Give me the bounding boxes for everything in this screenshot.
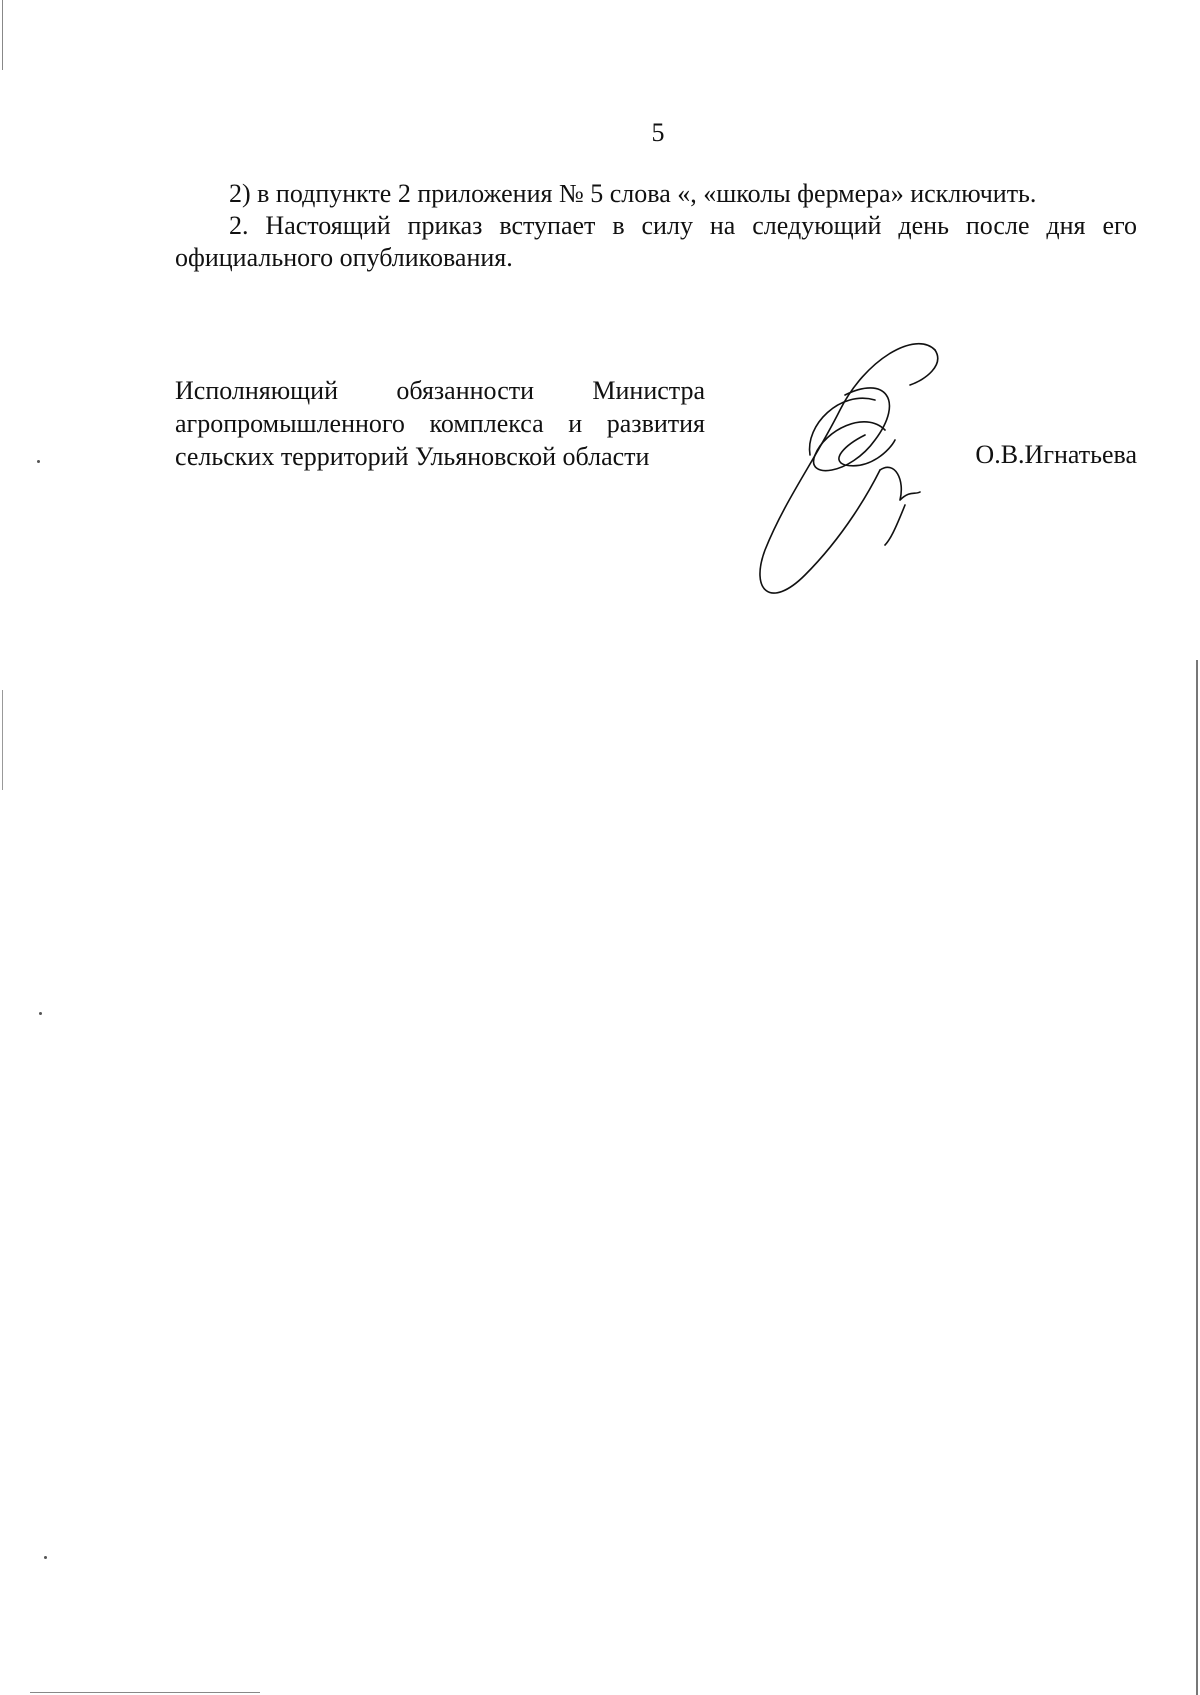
scan-speck bbox=[44, 1556, 47, 1559]
scan-speck bbox=[37, 460, 40, 463]
signatory-position-line: Исполняющий обязанности Министра bbox=[175, 376, 705, 405]
signatory-position bbox=[175, 374, 705, 473]
signatory-position-line: агропромышленного комплекса и развития bbox=[175, 409, 705, 438]
scan-edge bbox=[30, 1692, 260, 1693]
scan-edge bbox=[2, 0, 3, 70]
scan-speck bbox=[39, 1012, 42, 1015]
page-number: 5 bbox=[651, 118, 665, 147]
paragraph: 2. Настоящий приказ вступает в силу на следующий день после дня его официального опубликования. bbox=[175, 211, 1137, 272]
scan-edge bbox=[1196, 660, 1198, 1695]
signatory-position-line: сельских территорий Ульяновской области bbox=[175, 442, 650, 471]
scan-edge bbox=[2, 690, 3, 790]
paragraph: 2) в подпункте 2 приложения № 5 слова «, «школы фермера» исключить. bbox=[229, 179, 1037, 208]
document-body bbox=[175, 178, 1137, 274]
handwritten-signature bbox=[745, 330, 965, 610]
signatory-name: О.В.Игнатьева bbox=[975, 440, 1137, 469]
